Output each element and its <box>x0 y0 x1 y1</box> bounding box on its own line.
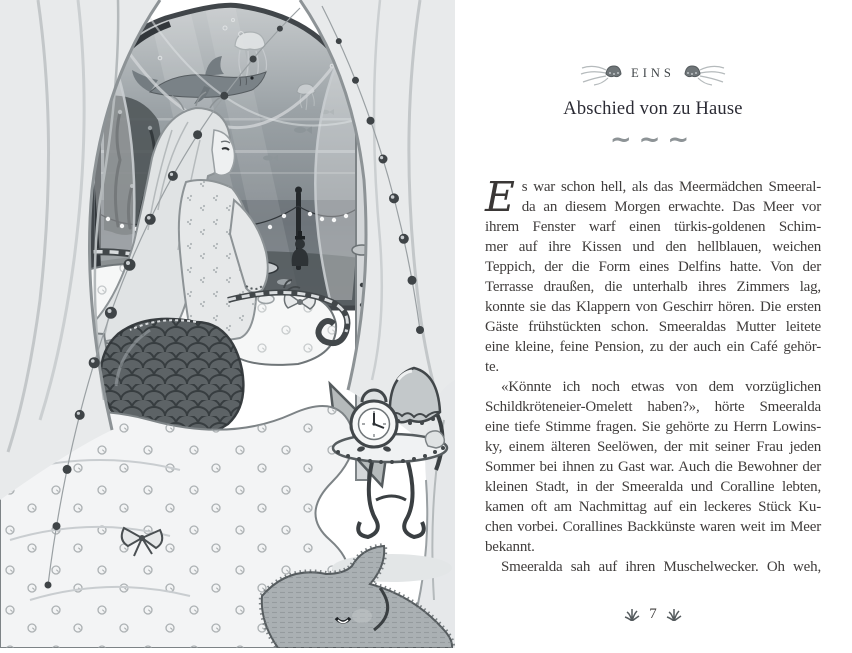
text-line: ihrem Fenster warf einen türkis-goldenen Schim- <box>485 219 821 235</box>
jellyfish-icon <box>580 60 622 86</box>
seaweed-icon <box>666 608 682 621</box>
text-line: bekannt. <box>485 539 535 555</box>
text-line: Gäste frühstückten schon. Smeeraldas Mutter leitete <box>485 319 821 335</box>
page-right-text <box>455 0 852 648</box>
text-line: Sommer bei ihnen zu Gast war. Auch die Bewohner der <box>485 459 821 475</box>
text-line: konnte sie das Klappern von Geschirr hören. Die ersten <box>485 299 821 315</box>
body-text <box>485 173 821 577</box>
seaweed-icon <box>624 608 640 621</box>
text-line: da an diesem Morgen erwachte. Das Meer vor <box>521 199 821 215</box>
text-line: eine tiefe Stimme fragen. Sie gehörte zu Herrn Lowins- <box>485 419 821 435</box>
paragraph <box>485 377 821 557</box>
text-line: kleinen Stadt, in der Smeeralda und Coralline lebten, <box>485 479 821 495</box>
seashell <box>425 431 444 448</box>
chapter-title: Abschied von zu Hause <box>563 99 743 119</box>
text-line: kamen oft am Nachmittag auf ein leckeres Stück Ku- <box>485 499 821 515</box>
text-line: ky, einem älteren Seelöwen, der mit seiner Frau jeden <box>485 439 821 455</box>
shark-eye <box>250 76 253 79</box>
page-footer <box>485 606 821 623</box>
chapter-number-label: EINS <box>631 65 675 80</box>
page-number: 7 <box>649 606 657 622</box>
text-line: Teppich, der die Form eines Delfins hatte. Von der <box>485 259 821 275</box>
text-line: eine kleine, feine Pension, zu der auch ein Café gehör- <box>485 339 821 355</box>
chapter-header <box>485 60 821 86</box>
text-line: Schildkröteneier-Omelett haben?», hörte Smeeralda <box>485 399 821 415</box>
text-column <box>485 60 821 577</box>
paragraph <box>485 173 821 377</box>
paragraph <box>485 557 821 577</box>
tilde-divider: ~~~ <box>609 125 697 155</box>
text-line: chen vorbei. Corallines Backkünste waren weit im Meer <box>485 519 821 535</box>
text-line: Smeeralda sah auf ihren Muschelwecker. Oh weh, <box>501 559 821 575</box>
text-line: Terrasse draußen, die unterhalb ihres Zimmers lag, <box>485 279 821 295</box>
drop-cap: E <box>485 173 515 221</box>
text-line: te. <box>485 359 499 375</box>
text-line: s war schon hell, als das Meermädchen Smeeral- <box>521 179 821 195</box>
text-line: mer auf ihre Kissen und den hellblauen, weichen <box>485 239 821 255</box>
text-line: «Könnte ich noch etwas von dem vorzüglichen <box>501 379 821 395</box>
jellyfish-icon <box>684 60 726 86</box>
